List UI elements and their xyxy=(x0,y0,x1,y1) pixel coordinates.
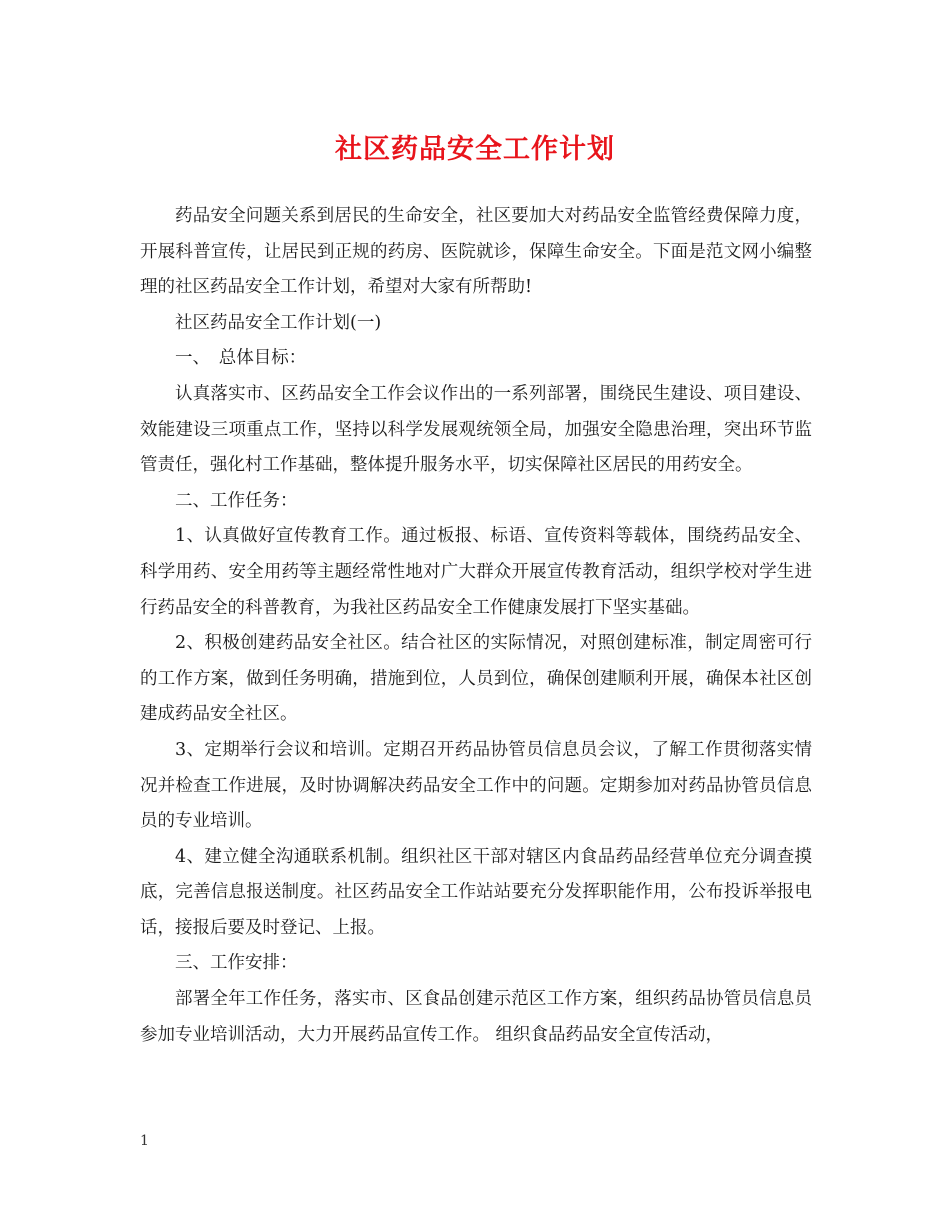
task-item-2: 2、积极创建药品安全社区。结合社区的实际情况，对照创建标准，制定周密可行的工作方案，做到任务明确，措施到位，人员到位，确保创建顺利开展，确保本社区创建成药品安全社区。 xyxy=(140,633,812,725)
intro-paragraph: 药品安全问题关系到居民的生命安全，社区要加大对药品安全监管经费保障力度，开展科普宣传，让居民到正规的药房、医院就诊，保障生命安全。下面是范文网小编整理的社区药品安全工作计划，希望对大家有所帮助! xyxy=(140,206,812,298)
task-item-3: 3、定期举行会议和培训。定期召开药品协管员信息员会议，了解工作贯彻落实情况并检查工作进展，及时协调解决药品安全工作中的问题。定期参加对药品协管员信息员的专业培训。 xyxy=(140,739,812,832)
section-plan-one-heading: 社区药品安全工作计划(一) xyxy=(175,312,382,333)
document-title: 社区药品安全工作计划 xyxy=(335,134,615,165)
section-tasks-heading: 二、工作任务： xyxy=(175,490,298,511)
task-item-4: 4、建立健全沟通联系机制。组织社区干部对辖区内食品药品经营单位充分调查摸底，完善信息报送制度。社区药品安全工作站站要充分发挥职能作用，公布投诉举报电话，接报后要及时登记、上报。 xyxy=(140,846,812,938)
task-item-1: 1、认真做好宣传教育工作。通过板报、标语、宣传资料等载体，围绕药品安全、科学用药、安全用药等主题经常性地对广大群众开展宣传教育活动，组织学校对学生进行药品安全的科普教育，为我社区药品安全工作健康发展打下坚实基础。 xyxy=(140,526,812,618)
document-body xyxy=(140,199,812,1053)
arrangement-paragraph: 部署全年工作任务，落实市、区食品创建示范区工作方案，组织药品协管员信息员参加专业培训活动，大力开展药品宣传工作。 组织食品药品安全宣传活动， xyxy=(140,989,812,1045)
section-overall-goal-heading: 一、 总体目标： xyxy=(175,348,307,369)
overall-goal-paragraph: 认真落实市、区药品安全工作会议作出的一系列部署，围绕民生建设、项目建设、效能建设三项重点工作，坚持以科学发展观统领全局，加强安全隐患治理，突出环节监管责任，强化村工作基础，整体提升服务水平，切实保障社区居民的用药安全。 xyxy=(140,383,812,476)
page-number: 1 xyxy=(140,1133,149,1149)
section-arrangement-heading: 三、工作安排： xyxy=(175,953,298,974)
